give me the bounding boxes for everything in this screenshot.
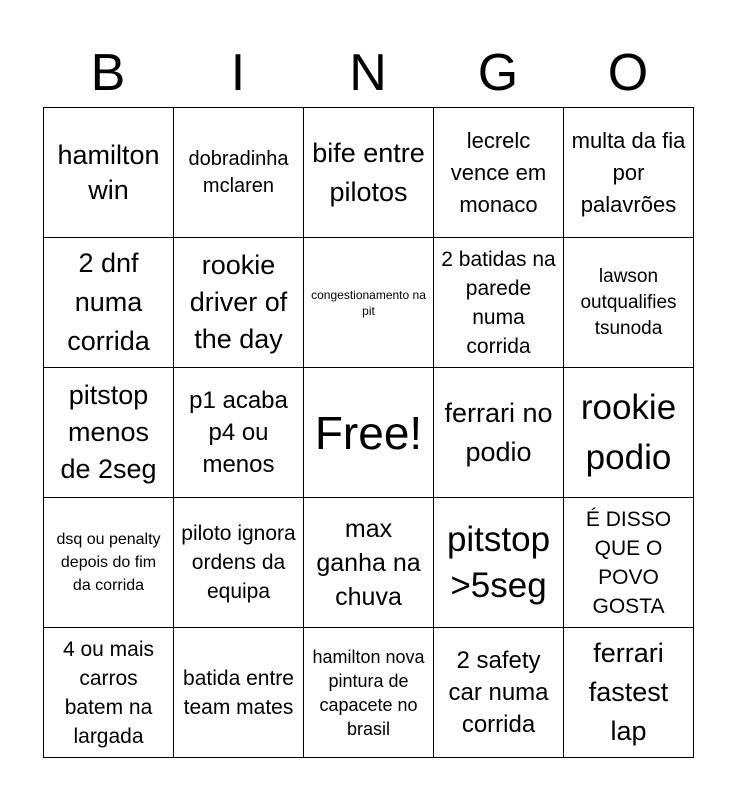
cell-text: p1 acaba p4 ou menos	[189, 386, 288, 478]
bingo-cell[interactable]	[304, 498, 434, 628]
bingo-cell[interactable]	[564, 108, 694, 238]
bingo-cell[interactable]	[44, 368, 174, 498]
cell-text: dsq ou penalty depois do fim da corrida	[56, 531, 161, 594]
cell-text: lecrelc vence em monaco	[450, 127, 547, 217]
header-letter-n: N	[349, 44, 387, 102]
bingo-cell[interactable]	[44, 238, 174, 368]
bingo-cell[interactable]	[44, 628, 174, 758]
bingo-cell[interactable]	[434, 498, 564, 628]
cell-text: rookie driver of the day	[189, 250, 288, 354]
cell-text: 2 dnf numa corrida	[67, 248, 150, 356]
cell-text: multa da fia por palavrões	[571, 127, 686, 217]
bingo-cell[interactable]	[44, 498, 174, 628]
cell-text: É DISSO QUE O POVO GOSTA	[585, 507, 672, 618]
bingo-cell[interactable]	[564, 628, 694, 758]
cell-text: ferrari fastest lap	[588, 638, 669, 746]
bingo-cell[interactable]	[564, 238, 694, 368]
bingo-cell[interactable]	[304, 628, 434, 758]
bingo-cell[interactable]	[174, 498, 304, 628]
bingo-cell[interactable]	[564, 368, 694, 498]
cell-text: pitstop >5seg	[446, 519, 551, 605]
bingo-cell[interactable]	[174, 108, 304, 238]
cell-text: max ganha na chuva	[316, 514, 421, 611]
header-letter-o: O	[607, 44, 649, 102]
bingo-cell[interactable]	[304, 238, 434, 368]
cell-text: bife entre pilotos	[312, 137, 425, 207]
free-space-text: Free!	[314, 406, 423, 459]
cell-text: rookie podio	[580, 387, 677, 477]
header-letter-i: I	[230, 44, 246, 102]
bingo-cell[interactable]	[434, 628, 564, 758]
cell-text: 4 ou mais carros batem na largada	[62, 637, 155, 748]
bingo-cell[interactable]	[434, 368, 564, 498]
bingo-cell[interactable]	[304, 368, 434, 498]
bingo-row	[44, 108, 694, 238]
bingo-cell[interactable]	[434, 238, 564, 368]
bingo-cell[interactable]	[304, 108, 434, 238]
cell-text: piloto ignora ordens da equipa	[181, 522, 296, 603]
cell-text: hamilton win	[57, 139, 160, 205]
cell-text: ferrari no podio	[444, 397, 553, 467]
cell-text: pitstop menos de 2seg	[60, 380, 157, 484]
bingo-cell[interactable]	[174, 628, 304, 758]
bingo-cell[interactable]	[174, 368, 304, 498]
header-letter-g: G	[477, 44, 519, 102]
bingo-card	[43, 107, 694, 758]
cell-text: hamilton nova pintura de capacete no brasil	[312, 646, 425, 739]
cell-text: lawson outqualifies tsunoda	[580, 265, 677, 339]
bingo-row	[44, 238, 694, 368]
header-letter-b: B	[90, 44, 126, 102]
bingo-row	[44, 368, 694, 498]
cell-text: 2 safety car numa corrida	[448, 646, 549, 738]
bingo-cell[interactable]	[564, 498, 694, 628]
bingo-row	[44, 498, 694, 628]
cell-text: 2 batidas na parede numa corrida	[441, 247, 556, 358]
cell-text: batida entre team mates	[183, 666, 294, 719]
cell-text: congestionamento na pit	[311, 287, 426, 318]
bingo-cell[interactable]	[434, 108, 564, 238]
cell-text: dobradinha mclaren	[188, 147, 289, 197]
bingo-row	[44, 628, 694, 758]
bingo-cell[interactable]	[174, 238, 304, 368]
bingo-cell[interactable]	[44, 108, 174, 238]
bingo-header	[43, 40, 693, 106]
